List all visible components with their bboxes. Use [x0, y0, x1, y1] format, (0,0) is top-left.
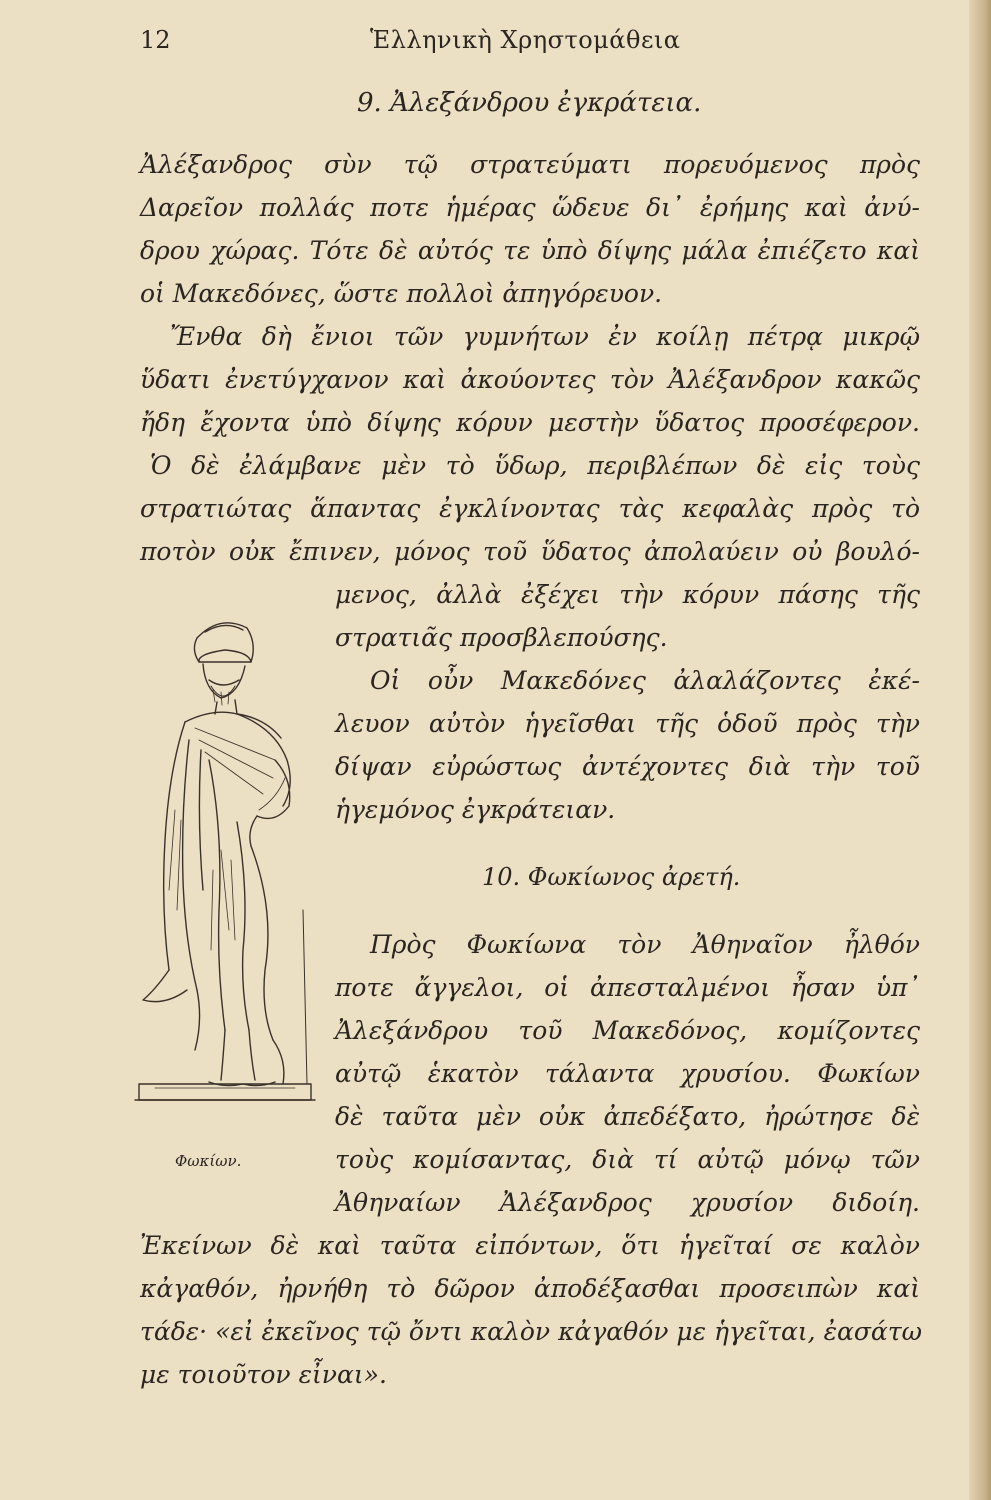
section-9-line: στρατιώτας ἅπαντας ἐγκλίνοντας τὰς κεφαλὰς πρὸς τὸ [140, 494, 920, 523]
page-number: 12 [140, 26, 171, 54]
section-10-line: Ἐκείνων δὲ καὶ ταῦτα εἰπόντων, ὅτι ἡγεῖταί σε καλὸν [140, 1231, 920, 1260]
section-10-line: τοὺς κομίσαντας, διὰ τί αὐτῷ μόνῳ τῶν [335, 1145, 920, 1174]
section-10-line: Πρὸς Φωκίωνα τὸν Ἀθηναῖον ἦλθόν [370, 930, 920, 959]
section-9-line: Οἱ οὖν Μακεδόνες ἀλαλάζοντες ἐκέ- [370, 666, 920, 695]
page-header [0, 22, 960, 62]
section-10-line: αὐτῷ ἑκατὸν τάλαντα χρυσίου. Φωκίων [335, 1059, 920, 1088]
section-9-line: μενος, ἀλλὰ ἐξέχει τὴν κόρυν πάσης τῆς [335, 580, 920, 609]
section-10-line: τάδε· «εἰ ἐκεῖνος τῷ ὄντι καλὸν κἀγαθόν με ἡγεῖται, ἐασάτω [140, 1317, 923, 1346]
figure-caption: Φωκίων. [175, 1152, 242, 1170]
phocion-statue-illustration [125, 610, 325, 1140]
section-9-line: ὕδατι ἐνετύγχανον καὶ ἀκούοντες τὸν Ἀλέξανδρον κακῶς [140, 365, 920, 394]
section-9-title: 9. Ἀλεξάνδρου ἐγκράτεια. [357, 88, 702, 118]
section-9-line: στρατιᾶς προσβλεπούσης. [335, 623, 668, 652]
section-9-line: Ἔνθα δὴ ἔνιοι τῶν γυμνήτων ἐν κοίλῃ πέτρᾳ μικρῷ [170, 322, 920, 351]
section-9-line: λευον αὐτὸν ἡγεῖσθαι τῆς ὁδοῦ πρὸς τὴν [335, 709, 920, 738]
section-10-line: Ἀθηναίων Ἀλέξανδρος χρυσίον διδοίη. [335, 1188, 920, 1217]
section-9-line: Ὁ δὲ ἐλάμβανε μὲν τὸ ὕδωρ, περιβλέπων δὲ εἰς τοὺς [150, 451, 920, 480]
section-9-line: Δαρεῖον πολλάς ποτε ἡμέρας ὥδευε δι᾿ ἐρήμης καὶ ἀνύ- [140, 193, 920, 222]
section-9-line: ἡγεμόνος ἐγκράτειαν. [335, 795, 616, 824]
section-9-line: δρου χώρας. Τότε δὲ αὐτός τε ὑπὸ δίψης μάλα ἐπιέζετο καὶ [140, 236, 920, 265]
section-9-line: δίψαν εὐρώστως ἀντέχοντες διὰ τὴν τοῦ [335, 752, 920, 781]
section-9-line: ποτὸν οὐκ ἔπινεν, μόνος τοῦ ὕδατος ἀπολαύειν οὐ βουλό- [140, 537, 920, 566]
section-10-title: 10. Φωκίωνος ἀρετή. [482, 863, 741, 891]
section-10-line: δὲ ταῦτα μὲν οὐκ ἀπεδέξατο, ἠρώτησε δὲ [335, 1102, 920, 1131]
section-10-line: ποτε ἄγγελοι, οἱ ἀπεσταλμένοι ἦσαν ὑπ᾿ [335, 973, 920, 1002]
section-10-line: με τοιοῦτον εἶναι». [140, 1360, 387, 1389]
section-10-line: κἀγαθόν, ἠρνήθη τὸ δῶρον ἀποδέξασθαι προσειπὼν καὶ [140, 1274, 920, 1303]
page-edge [969, 0, 991, 1500]
section-9-line: οἱ Μακεδόνες, ὥστε πολλοὶ ἀπηγόρευον. [140, 279, 663, 308]
section-9-line: ἤδη ἔχοντα ὑπὸ δίψης κόρυν μεστὴν ὕδατος προσέφερον. [140, 408, 920, 437]
section-10-line: Ἀλεξάνδρου τοῦ Μακεδόνος, κομίζοντες [335, 1016, 920, 1045]
section-9-line: Ἀλέξανδρος σὺν τῷ στρατεύματι πορευόμενος πρὸς [140, 150, 920, 179]
running-title: Ἑλληνικὴ Χρηστομάθεια [370, 26, 681, 54]
